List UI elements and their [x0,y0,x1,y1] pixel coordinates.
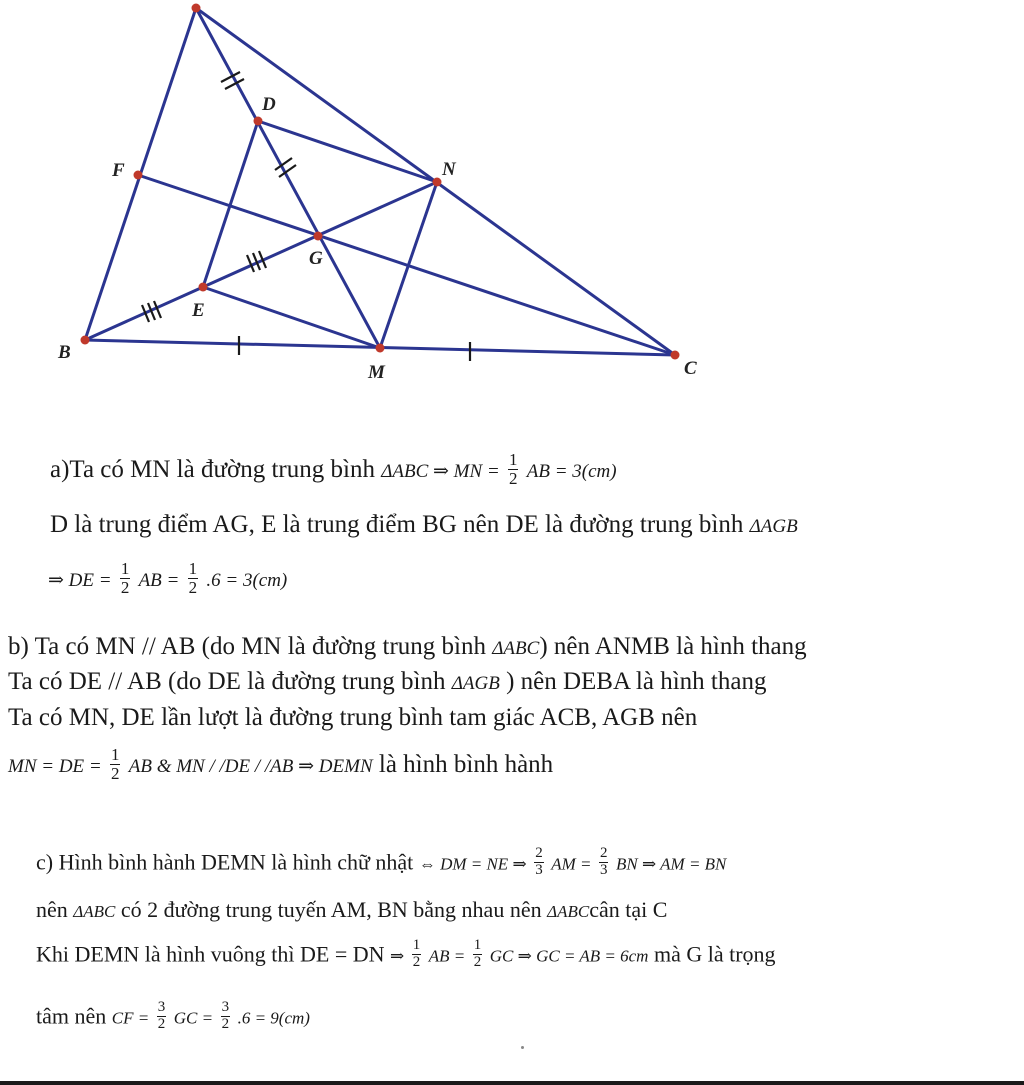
part-b-line-4: MN = DE = $\frac{1}{2}$ AB & MN / /DE / /AB ⇒ DEMN là hình bình hành [8,745,554,783]
part-b-line-1: b) Ta có MN // AB (do MN là đường trung bình ΔABC) nên ANMB là hình thang [8,633,807,660]
label-D: D [262,94,276,115]
stray-dot [521,1046,524,1049]
point-N [433,178,442,187]
point-A [192,4,201,13]
point-D [254,117,263,126]
fraction: $\frac{2}{3}$ [599,845,608,878]
label-B: B [58,342,71,363]
part-b-line-2: Ta có DE // AB (do DE là đường trung bình ΔAGB ) nên DEBA là hình thang [8,668,767,695]
part-c-line-2: nên ΔABC có 2 đường trung tuyến AM, BN bằng nhau nên ΔABCcân tại C [36,897,668,922]
fraction: $\frac{1}{2}$ [412,937,421,970]
fraction: $\frac{2}{3}$ [535,845,543,878]
point-B [81,336,90,345]
fraction: $\frac{3}{2}$ [157,999,166,1032]
point-F [134,171,143,180]
part-c-line-4: tâm nên CF = $\frac{3}{2}$ GC = $\frac{3}{2}$ .6 = 9(cm) [36,999,310,1032]
point-M [376,344,385,353]
part-c-line-1: c) Hình bình hành DEMN là hình chữ nhật ⇔ DM = NE ⇒ $\frac{2}{3}$ AM = $\frac{2}{3}$ BN ⇒ AM = BN [36,845,727,878]
part-a-line-1: a)Ta có MN là đường trung bình ΔABC ⇒ MN = $\frac{1}{2}$ AB = 3(cm) [50,450,617,488]
figure-lines [85,8,675,355]
part-c-line-3: Khi DEMN là hình vuông thì DE = DN ⇒ $\frac{1}{2}$ AB = $\frac{1}{2}$ GC ⇒ GC = AB = 6cm mà G là trọng [36,937,776,970]
label-G: G [309,248,323,269]
label-C: C [684,358,697,379]
label-M: M [368,362,385,383]
segment-BN [85,182,437,340]
point-C [671,351,680,360]
fraction: $\frac{1}{2}$ [188,559,198,597]
point-G [314,232,323,241]
part-a-line-2: D là trung điểm AG, E là trung điểm BG nên DE là đường trung bình ΔAGB [50,511,798,538]
fraction: $\frac{1}{2}$ [508,450,518,488]
point-E [199,283,208,292]
segment-NM [380,182,437,348]
fraction: $\frac{1}{2}$ [120,559,130,597]
label-F: F [112,160,125,181]
label-N: N [442,159,456,180]
bottom-border [0,1081,1024,1085]
fraction: $\frac{1}{2}$ [110,745,120,783]
part-a-line-3: ⇒ DE = $\frac{1}{2}$ AB = $\frac{1}{2}$ .6 = 3(cm) [48,559,288,597]
part-b-line-3: Ta có MN, DE lần lượt là đường trung bình tam giác ACB, AGB nên [8,704,698,731]
segment-CF [138,175,675,355]
triangle-figure [0,0,760,400]
label-E: E [192,300,205,321]
fraction: $\frac{3}{2}$ [221,999,230,1032]
fraction: $\frac{1}{2}$ [473,937,482,970]
segment-AM [196,8,380,348]
figure-points [81,4,680,360]
